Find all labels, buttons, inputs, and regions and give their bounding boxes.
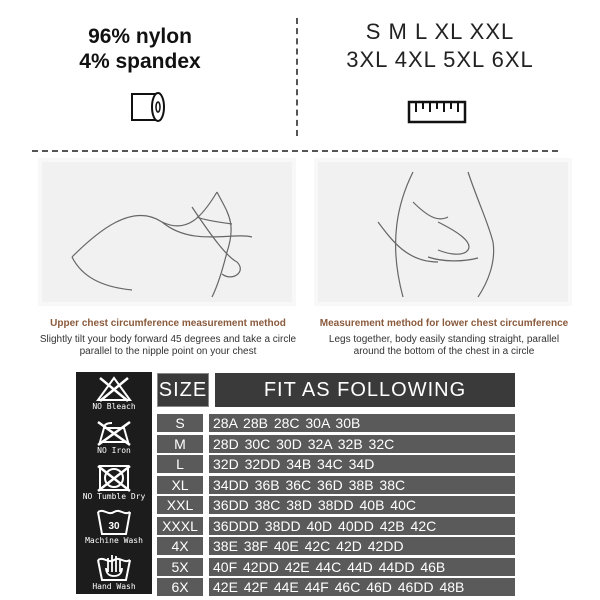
row-size: 5X [157,558,203,576]
table-row [157,476,515,494]
row-fit: 36DDD 38DD 40D 40DD 42B 42C [209,517,515,535]
care-instructions-panel [76,372,152,594]
row-fit: 34DD 36B 36C 36D 38B 38C [209,476,515,494]
lower-chest-title: Measurement method for lower chest circumference [319,318,569,329]
table-row [157,496,515,514]
sizes-line-2: 3XL 4XL 5XL 6XL [346,47,534,72]
no-tumble-dry-icon [94,464,134,492]
lower-chest-text: Legs together, body easily standing straight, parallel around the bottom of the chest in a circle [328,334,560,357]
row-fit: 40F 42DD 42E 44C 44D 44DD 46B [209,558,515,576]
fit-column-header: FIT AS FOLLOWING [215,373,515,407]
table-row [157,455,515,473]
material-info [40,24,240,74]
row-size: 6X [157,578,203,596]
table-row [157,414,515,432]
upper-chest-illustration [38,158,296,306]
material-line-nylon: 96% nylon [88,25,192,48]
row-size: XXL [157,496,203,514]
row-size: XL [157,476,203,494]
care-item-no-tumble-dry: NO Tumble Dry [76,464,152,502]
ruler-icon [407,98,467,126]
row-fit: 36DD 38C 38D 38DD 40B 40C [209,496,515,514]
table-row [157,578,515,596]
hand-wash-icon [94,552,134,582]
row-fit: 32D 32DD 34B 34C 34D [209,455,515,473]
row-size: 4X [157,537,203,555]
no-bleach-icon [96,376,132,402]
material-line-spandex: 4% spandex [79,50,201,73]
table-row [157,435,515,453]
row-size: XXXL [157,517,203,535]
sizes-line-1: S M L XL XXL [365,19,515,44]
horizontal-divider [32,150,558,152]
table-row [157,558,515,576]
row-fit: 38E 38F 40E 42C 42D 42DD [209,537,515,555]
no-iron-icon [94,420,134,446]
row-size: M [157,435,203,453]
upper-chest-text: Slightly tilt your body forward 45 degrees and take a circle parallel to the nipple point on your chest [39,334,297,357]
care-item-no-iron: NO Iron [76,420,152,456]
care-item-no-bleach: NO Bleach [76,376,152,412]
row-fit: 28D 30C 30D 32A 32B 32C [209,435,515,453]
row-fit: 42E 42F 44E 44F 46C 46D 46DD 48B [209,578,515,596]
lower-chest-illustration [314,158,572,306]
upper-chest-title: Upper chest circumference measurement method [50,318,286,329]
care-item-hand-wash: Hand Wash [76,552,152,592]
available-sizes [330,18,550,74]
vertical-divider [296,18,298,136]
table-row [157,537,515,555]
care-item-machine-wash: 30 Machine Wash [76,508,152,546]
fabric-roll-icon [128,90,168,126]
row-size: S [157,414,203,432]
size-column-header: SIZE [157,373,209,407]
wash-temperature: 30 [108,521,120,532]
row-fit: 28A 28B 28C 30A 30B [209,414,515,432]
machine-wash-icon [94,508,134,536]
table-row [157,517,515,535]
row-size: L [157,455,203,473]
